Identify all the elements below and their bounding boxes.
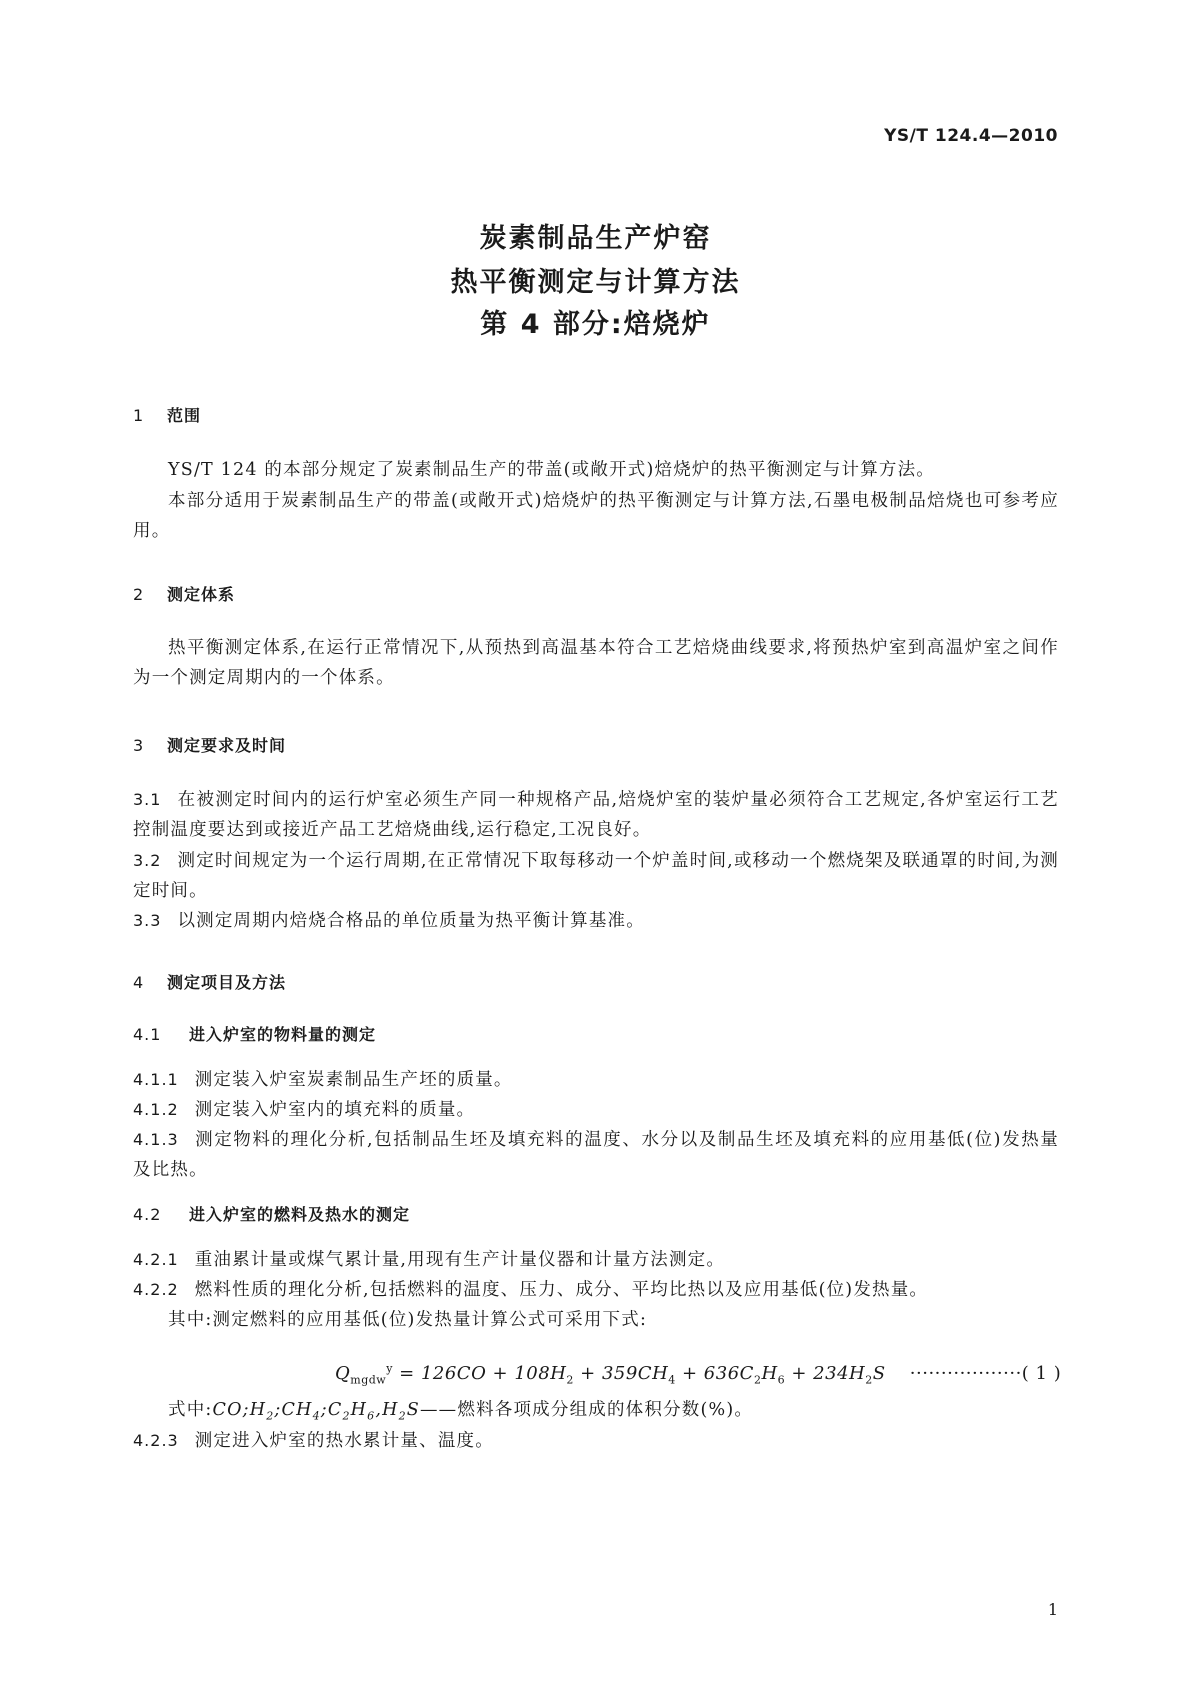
- page-number: 1: [1047, 1600, 1058, 1619]
- section-1-paragraph-2: 本部分适用于炭素制品生产的带盖(或敞开式)焙烧炉的热平衡测定与计算方法,石墨电极制品焙烧也可参考应用。: [133, 491, 1059, 541]
- section-2-paragraph: 热平衡测定体系,在运行正常情况下,从预热到高温基本符合工艺焙烧曲线要求,将预热炉室到高温炉室之间作为一个测定周期内的一个体系。: [133, 638, 1059, 688]
- clause-text: 测定进入炉室的热水累计量、温度。: [194, 1431, 494, 1451]
- clause-4-1-2: [133, 1095, 1059, 1125]
- formula-1: $Q_{mgdw}^y = 126CO + 108H_2 + 359CH_4 + 636C_2H_6 + 234H_2S$ ··················( 1 ): [335, 1362, 1062, 1387]
- clause-4-2-3: [133, 1426, 1059, 1456]
- section-title: 测定体系: [167, 585, 236, 604]
- clause-4-1-3: [133, 1125, 1059, 1185]
- clause-number: 4.2.2: [133, 1280, 179, 1299]
- where-symbols: $CO;H_2;CH_4;C_2H_6,H_2S$: [212, 1400, 420, 1423]
- subsection-title: 进入炉室的燃料及热水的测定: [189, 1205, 411, 1224]
- subsection-number: 4.2: [133, 1205, 162, 1224]
- clause-text: 燃料性质的理化分析,包括燃料的温度、压力、成分、平均比热以及应用基低(位)发热量。: [194, 1280, 929, 1300]
- subsection-4-2-heading: [133, 1202, 410, 1225]
- section-1-heading: [133, 403, 201, 426]
- clause-text: 以测定周期内焙烧合格品的单位质量为热平衡计算基准。: [177, 911, 645, 931]
- clause-number: 4.2.1: [133, 1250, 179, 1269]
- subsection-title: 进入炉室的物料量的测定: [189, 1025, 377, 1044]
- section-number: 3: [133, 736, 145, 755]
- clause-number: 3.2: [133, 851, 162, 870]
- section-title: 范围: [167, 406, 202, 425]
- clause-text: 测定物料的理化分析,包括制品生坯及填充料的温度、水分以及制品生坯及填充料的应用基低(位)发热量及比热。: [133, 1130, 1059, 1180]
- section-title: 测定项目及方法: [167, 973, 287, 992]
- section-3-heading: [133, 733, 286, 756]
- clause-4-1-1: [133, 1065, 1059, 1095]
- title-line-3: 第 4 部分:焙烧炉: [480, 309, 711, 340]
- clause-number: 4.1.3: [133, 1130, 179, 1149]
- where-prefix: 式中:: [168, 1400, 213, 1420]
- formula-intro: 其中:测定燃料的应用基低(位)发热量计算公式可采用下式:: [168, 1310, 648, 1330]
- section-title: 测定要求及时间: [167, 736, 287, 755]
- clause-4-2-1: [133, 1245, 1059, 1275]
- clause-number: 4.1.2: [133, 1100, 179, 1119]
- clause-text: 在被测定时间内的运行炉室必须生产同一种规格产品,焙烧炉室的装炉量必须符合工艺规定,各炉室运行工艺控制温度要达到或接近产品工艺焙烧曲线,运行稳定,工况良好。: [133, 790, 1059, 840]
- standard-code: YS/T 124.4—2010: [884, 126, 1058, 146]
- title-line-2: 热平衡测定与计算方法: [450, 267, 741, 298]
- equation-number: ( 1 ): [1021, 1363, 1062, 1384]
- clause-text: 测定装入炉室炭素制品生产坯的质量。: [194, 1070, 513, 1090]
- subsection-number: 4.1: [133, 1025, 162, 1044]
- section-number: 2: [133, 585, 145, 604]
- clause-3-1: [133, 785, 1059, 845]
- clause-text: 测定时间规定为一个运行周期,在正常情况下取每移动一个炉盖时间,或移动一个燃烧架及联通罩的时间,为测定时间。: [133, 851, 1059, 901]
- clause-4-2-2: [133, 1275, 1059, 1305]
- subsection-4-1-heading: [133, 1022, 376, 1045]
- clause-text: 测定装入炉室内的填充料的质量。: [194, 1100, 476, 1120]
- where-description: ——燃料各项成分组成的体积分数(%)。: [419, 1400, 754, 1420]
- clause-number: 4.2.3: [133, 1431, 179, 1450]
- section-4-heading: [133, 970, 286, 993]
- clause-text: 重油累计量或煤气累计量,用现有生产计量仪器和计量方法测定。: [194, 1250, 726, 1270]
- section-1-paragraph-1: YS/T 124 的本部分规定了炭素制品生产的带盖(或敞开式)焙烧炉的热平衡测定与计算方法。: [168, 460, 935, 480]
- title-line-1: 炭素制品生产炉窑: [479, 223, 712, 254]
- clause-number: 3.3: [133, 911, 162, 930]
- clause-number: 3.1: [133, 790, 162, 809]
- section-2-heading: [133, 582, 235, 605]
- formula-leader-dots: ··················: [909, 1363, 1022, 1384]
- clause-3-3: [133, 906, 1059, 936]
- section-number: 4: [133, 973, 145, 992]
- section-number: 1: [133, 406, 145, 425]
- clause-number: 4.1.1: [133, 1070, 179, 1089]
- clause-3-2: [133, 846, 1059, 906]
